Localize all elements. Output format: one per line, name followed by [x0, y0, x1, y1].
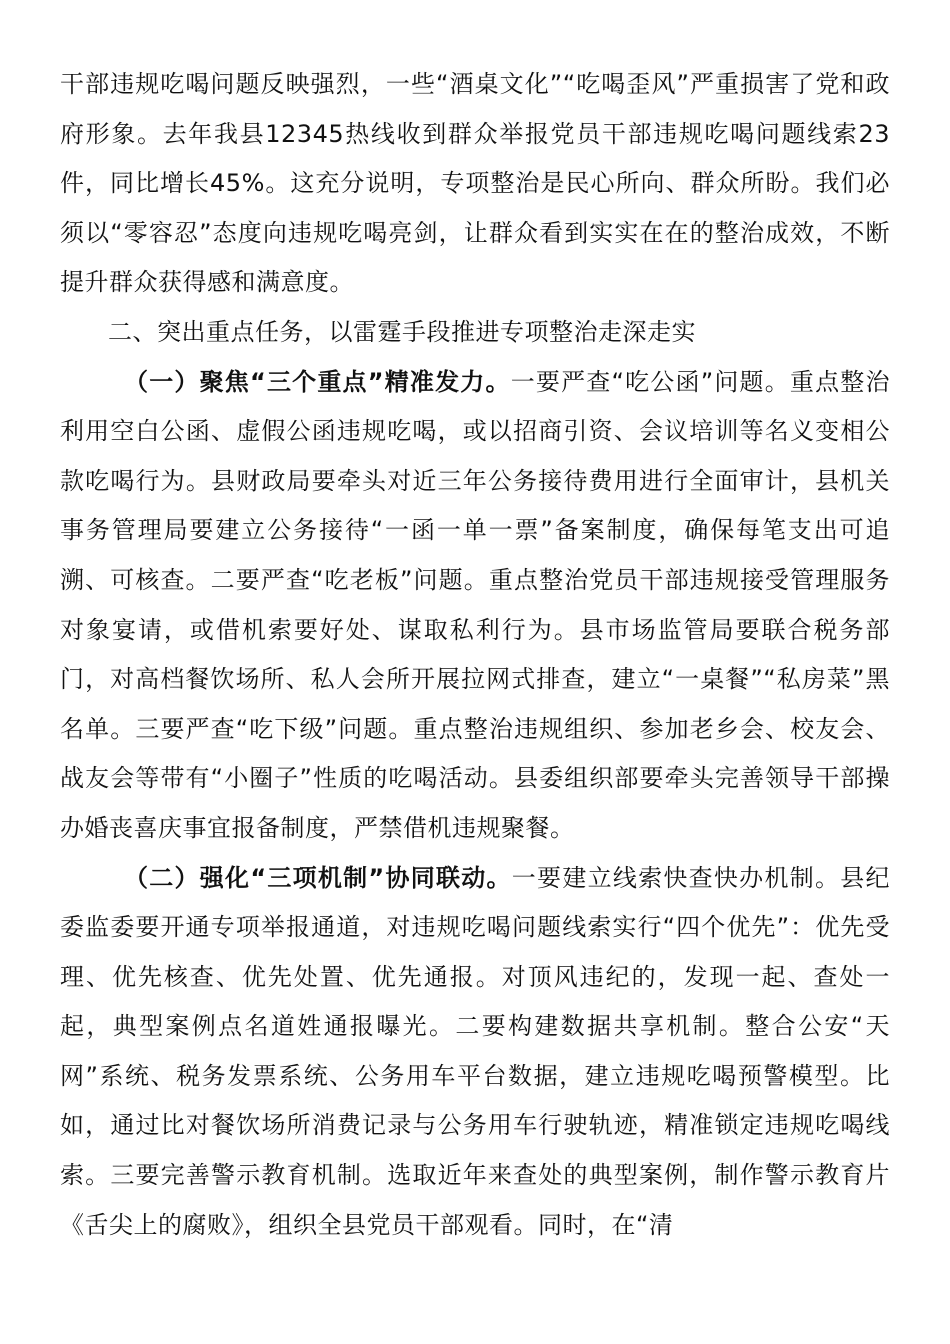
section-heading: 二、突出重点任务，以雷霆手段推进专项整治走深走实 — [108, 317, 696, 346]
paragraph-1: 干部违规吃喝问题反映强烈，一些“酒桌文化”“吃喝歪风”严重损害了党和政府形象。去年我县12345热线收到群众举报党员干部违规吃喝问题线索23件，同比增长45%。这充分说明，专项整治是民心所向、群众所盼。我们必须以“零容忍”态度向违规吃喝亮剑，让群众看到实实在在的整治成效，不断提升群众获得感和满意度。 — [60, 70, 890, 297]
item-1-body: 一要严查“吃公函”问题。重点整治利用空白公函、虚假公函违规吃喝，或以招商引资、会议培训等名义变相公款吃喝行为。县财政局要牵头对近三年公务接待费用进行全面审计，县机关事务管理局要建立公务接待“一函一单一票”备案制度，确保每笔支出可追溯、可核查。二要严查“吃老板”问题。重点整治党员干部违规接受管理服务对象宴请，或借机索要好处、谋取私利行为。县市场监管局要联合税务部门，对高档餐饮场所、私人会所开展拉网式排查，建立“一桌餐”“私房菜”黑名单。三要严查“吃下级”问题。重点整治违规组织、参加老乡会、校友会、战友会等带有“小圈子”性质的吃喝活动。县委组织部要牵头完善领导干部操办婚丧喜庆事宜报备制度，严禁借机违规聚餐。 — [60, 367, 890, 842]
item-2-body: 一要建立线索快查快办机制。县纪委监委要开通专项举报通道，对违规吃喝问题线索实行“四个优先”：优先受理、优先核查、优先处置、优先通报。对顶风违纪的，发现一起、查处一起，典型案例点名道姓通报曝光。二要构建数据共享机制。整合公安“天网”系统、税务发票系统、公务用车平台数据，建立违规吃喝预警模型。比如，通过比对餐饮场所消费记录与公务用车行驶轨迹，精准锁定违规吃喝线索。三要完善警示教育机制。选取近年来查处的典型案例，制作警示教育片《舌尖上的腐败》，组织全县党员干部观看。同时，在“清 — [60, 863, 891, 1239]
document-body — [60, 60, 890, 1250]
paragraph-item-2 — [60, 854, 890, 1251]
item-2-lead: （二）强化“三项机制”协同联动。 — [124, 863, 512, 892]
item-1-lead: （一）聚焦“三个重点”精准发力。 — [124, 367, 511, 396]
paragraph-item-1 — [60, 358, 890, 854]
